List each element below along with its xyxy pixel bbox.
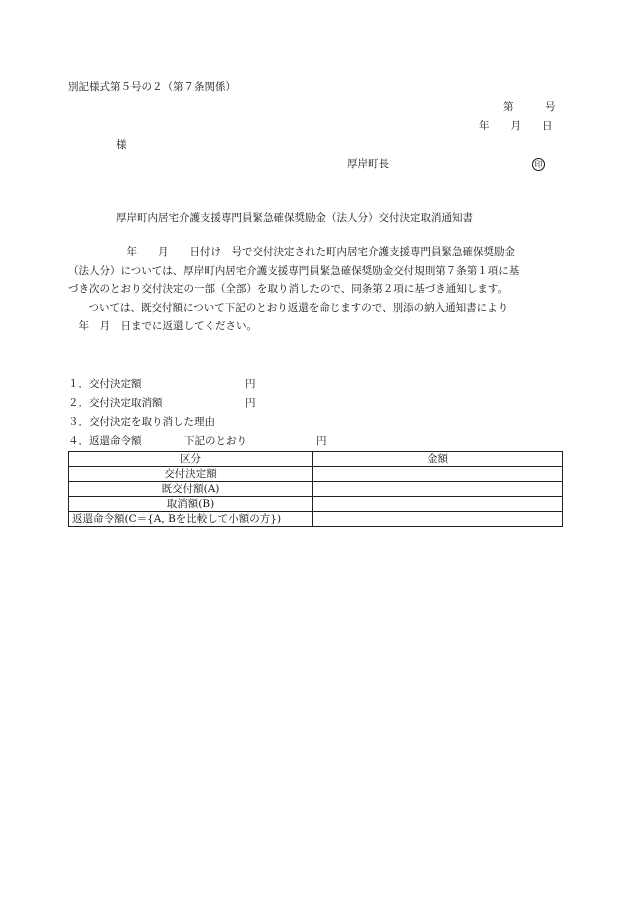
body-line-4: ついては、既交付額について下記のとおり返還を命じますので、別添の納入通知書により — [78, 301, 509, 314]
header-category: 区分 — [69, 452, 313, 467]
issuer-name: 厚岸町長 — [347, 158, 389, 170]
item-4-unit: 円 — [316, 435, 327, 447]
item-1-unit: 円 — [245, 378, 256, 390]
row-amount — [313, 497, 563, 512]
body-line-2: （法人分）については、厚岸町内居宅介護支援専門員緊急確保奨励金交付規則第７条第１項に基 — [68, 264, 520, 277]
notice-body — [68, 243, 564, 336]
item-1 — [68, 377, 142, 391]
body-line-5: 年 月 日までに返還してください。 — [68, 320, 257, 332]
table-row — [69, 467, 563, 482]
row-label: 取消額(B) — [69, 497, 313, 512]
row-label: 返還命令額(C＝{A, Bを比較して小額の方}) — [69, 512, 313, 527]
document-number-line: 第 号 — [503, 101, 556, 113]
item-2 — [68, 396, 163, 410]
body-line-1: 年 月 日付け 号で交付決定された町内居宅介護支援専門員緊急確保奨励金 — [116, 246, 515, 258]
header-amount: 金額 — [313, 452, 563, 467]
refund-amount-table — [68, 451, 563, 527]
issue-date-line: 年 月 日 — [479, 120, 553, 132]
item-3-label: ３．交付決定を取り消した理由 — [68, 416, 215, 428]
table-row — [69, 497, 563, 512]
row-amount — [313, 482, 563, 497]
item-4-label: ４．返還命令額 — [68, 435, 142, 447]
table-header-row — [69, 452, 563, 467]
item-3 — [68, 415, 215, 429]
row-amount — [313, 467, 563, 482]
seal-icon: 印 — [532, 158, 545, 171]
row-label: 交付決定額 — [69, 467, 313, 482]
item-1-label: １．交付決定額 — [68, 378, 142, 390]
item-2-unit: 円 — [245, 397, 256, 409]
body-line-3: づき次のとおり交付決定の一部（全部）を取り消したので、同条第２項に基づき通知します。 — [68, 283, 508, 295]
item-2-label: ２．交付決定取消額 — [68, 397, 163, 409]
seal-mark — [532, 157, 545, 171]
row-amount — [313, 512, 563, 527]
addressee-suffix: 様 — [116, 139, 127, 151]
item-4 — [68, 434, 142, 448]
document-title: 厚岸町内居宅介護支援専門員緊急確保奨励金（法人分）交付決定取消通知書 — [116, 212, 473, 224]
table-row — [69, 512, 563, 527]
form-number: 別記様式第５号の２（第７条関係） — [68, 81, 236, 93]
row-label: 既交付額(A) — [69, 482, 313, 497]
table-row — [69, 482, 563, 497]
item-4-middle: 下記のとおり — [184, 435, 247, 447]
